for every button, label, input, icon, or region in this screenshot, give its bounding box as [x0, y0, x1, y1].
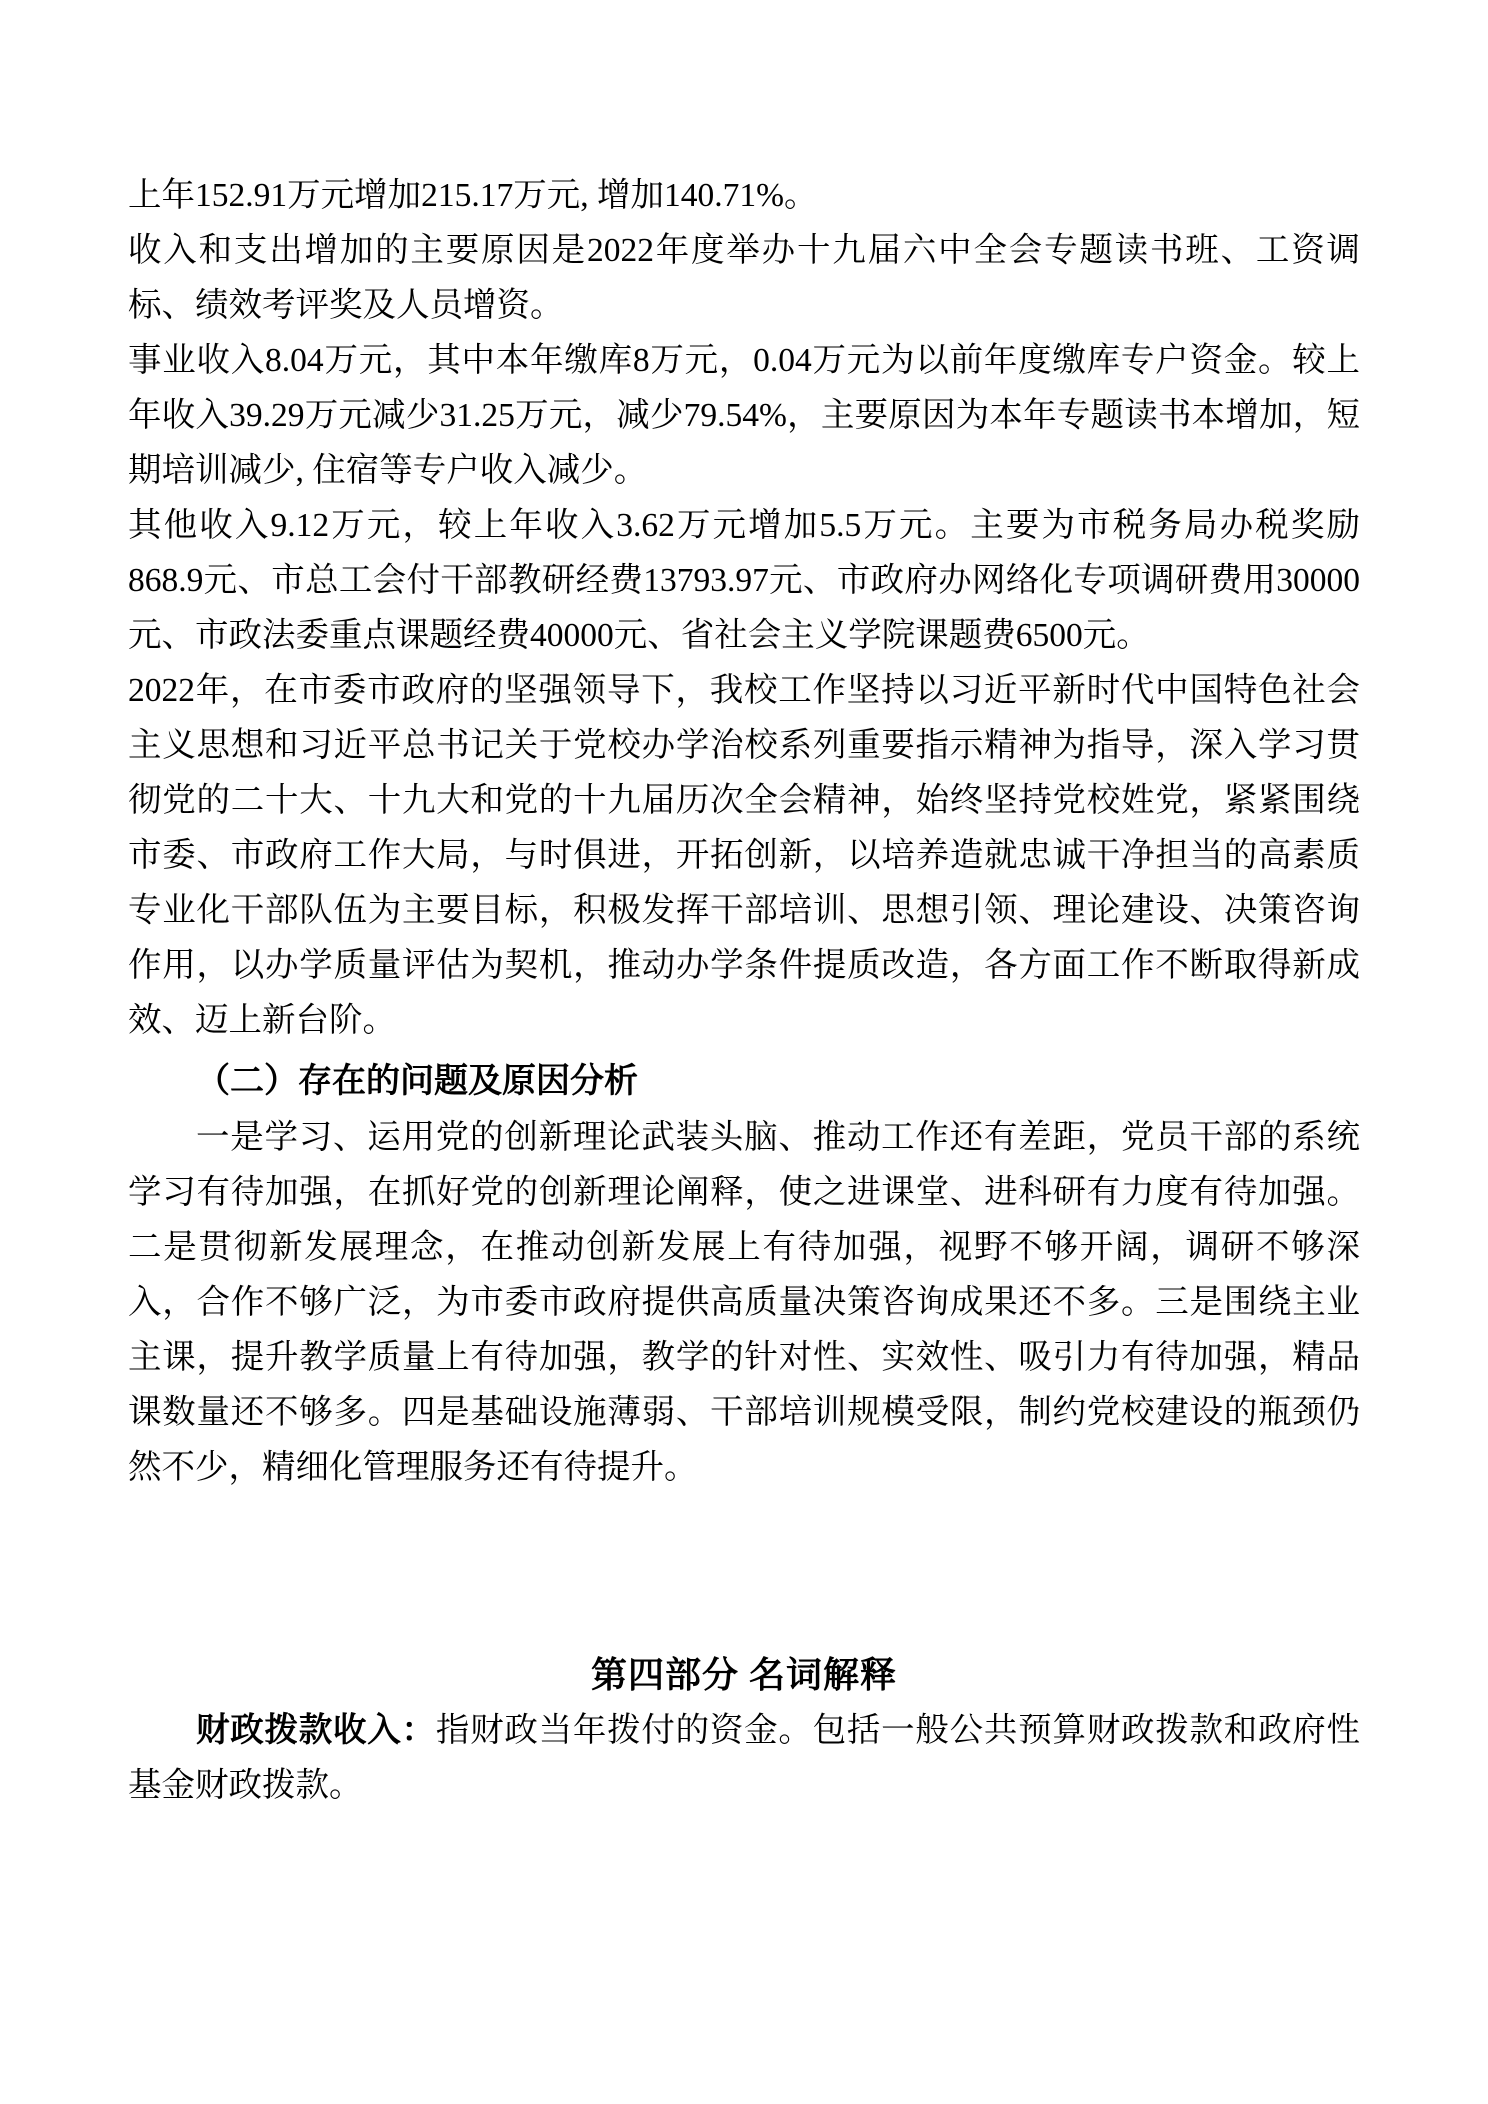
glossary-term-name: 财政拨款收入： [196, 1712, 436, 1749]
paragraph-continued-amounts: 上年152.91万元增加215.17万元, 增加140.71%。 [128, 177, 818, 214]
glossary-entry [128, 1703, 1360, 1813]
paragraph-business-income: 事业收入8.04万元，其中本年缴库8万元，0.04万元为以前年度缴库专户资金。较上年收入39.29万元减少31.25万元，减少79.54%，主要原因为本年专题读书本增加，短期培训减少, 住宿等专户收入减少。 [128, 342, 1360, 489]
part-title-glossary: 第四部分 名词解释 [590, 1655, 897, 1695]
section-heading-problems: （二）存在的问题及原因分析 [196, 1063, 638, 1100]
paragraph-problem-analysis: 一是学习、运用党的创新理论武装头脑、推动工作还有差距，党员干部的系统学习有待加强，在抓好党的创新理论阐释，使之进课堂、进科研有力度有待加强。二是贯彻新发展理念，在推动创新发展上有待加强，视野不够开阔，调研不够深入，合作不够广泛，为市委市政府提供高质量决策咨询成果还不多。三是围绕主业主课，提升教学质量上有待加强，教学的针对性、实效性、吸引力有待加强，精品课数量还不够多。四是基础设施薄弱、干部培训规模受限，制约党校建设的瓶颈仍然不少，精细化管理服务还有待提升。 [128, 1119, 1360, 1486]
paragraph-income-expense-reason: 收入和支出增加的主要原因是2022年度举办十九届六中全会专题读书班、工资调标、绩效考评奖及人员增资。 [128, 232, 1360, 324]
paragraph-2022-summary: 2022年，在市委市政府的坚强领导下，我校工作坚持以习近平新时代中国特色社会主义思想和习近平总书记关于党校办学治校系列重要指示精神为指导，深入学习贯彻党的二十大、十九大和党的十九届历次全会精神，始终坚持党校姓党，紧紧围绕市委、市政府工作大局，与时俱进，开拓创新，以培养造就忠诚干净担当的高素质专业化干部队伍为主要目标，积极发挥干部培训、思想引领、理论建设、决策咨询作用，以办学质量评估为契机，推动办学条件提质改造，各方面工作不断取得新成效、迈上新台阶。 [128, 672, 1360, 1039]
paragraph-other-income: 其他收入9.12万元，较上年收入3.62万元增加5.5万元。主要为市税务局办税奖励868.9元、市总工会付干部教研经费13793.97元、市政府办网络化专项调研费用30000元、市政法委重点课题经费40000元、省社会主义学院课题费6500元。 [128, 507, 1360, 654]
page-content [128, 168, 1360, 1813]
section-spacer [128, 1495, 1360, 1647]
glossary-term-definition: 指财政当年拨付的资金。包括一般公共预算财政拨款和政府性基金财政拨款。 [128, 1712, 1361, 1804]
